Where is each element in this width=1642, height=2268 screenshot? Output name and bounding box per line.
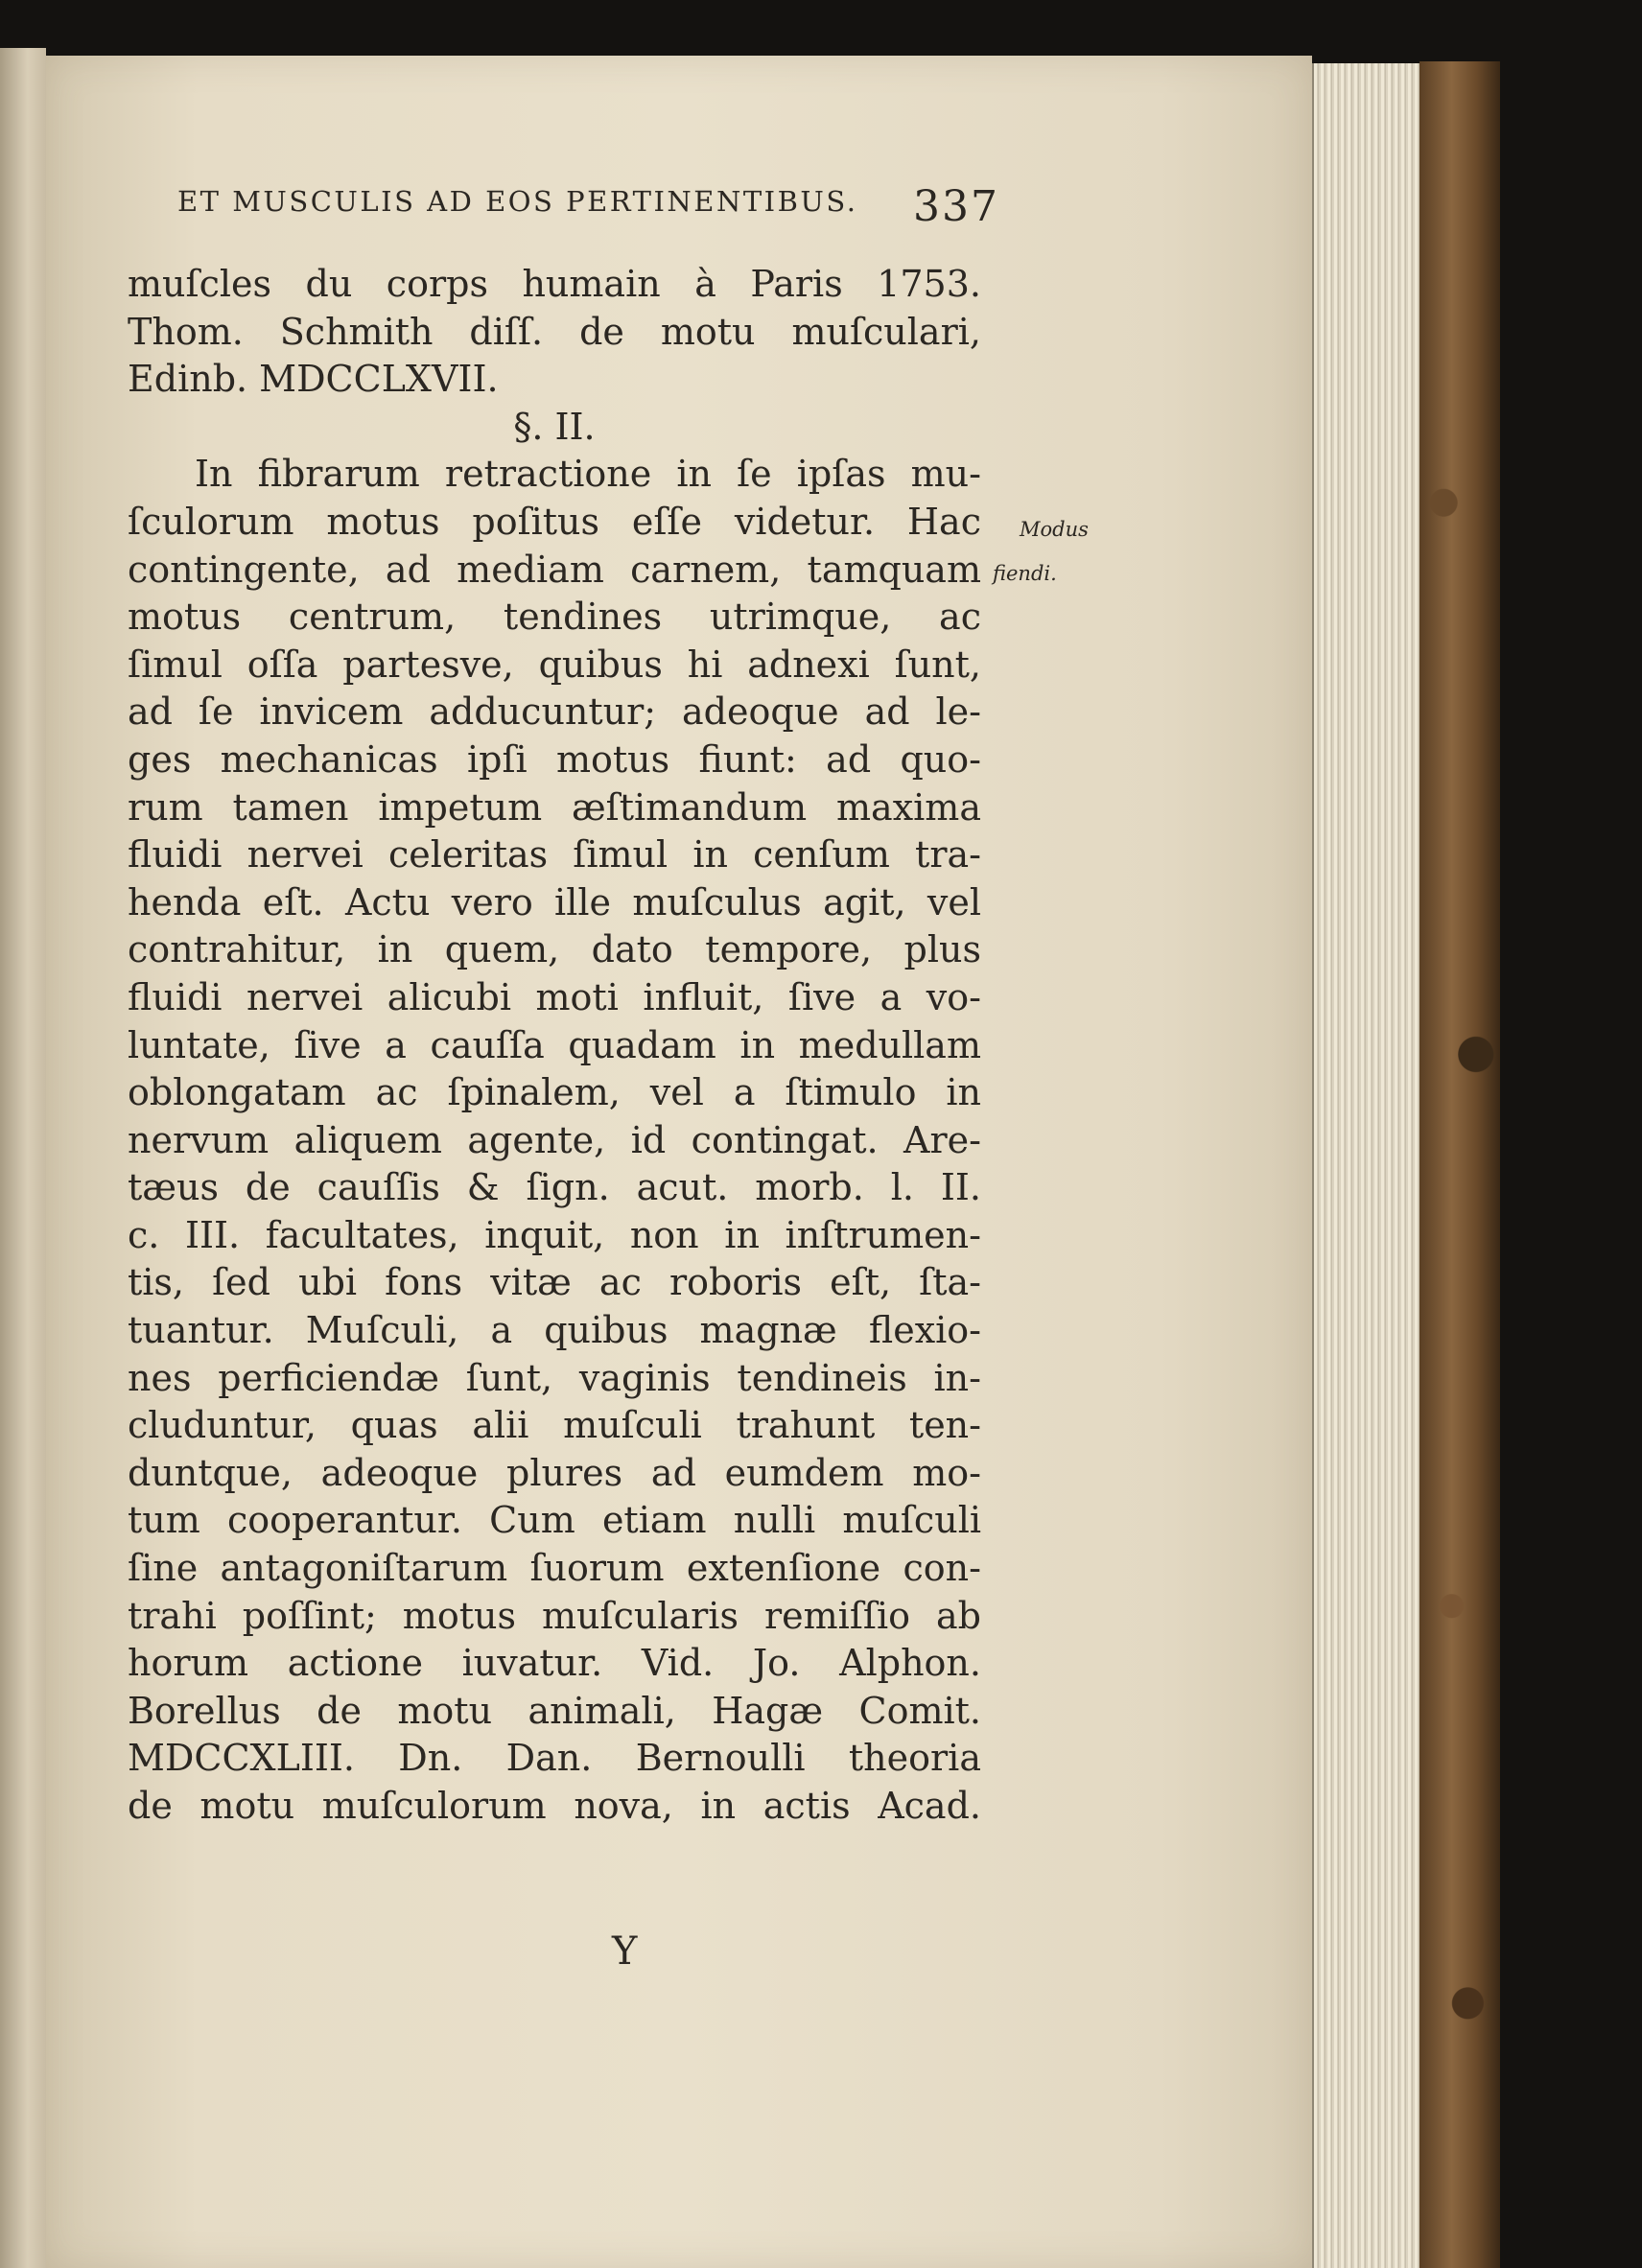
text-line: nervum aliquem agente, id contingat. Are-	[128, 1118, 981, 1161]
body-text	[128, 261, 981, 1831]
page-block-edges	[1312, 63, 1421, 2268]
running-title: ET MUSCULIS AD EOS PERTINENTIBUS.	[177, 185, 858, 218]
text-line: Thom. Schmith diſſ. de motu muſculari,	[128, 310, 981, 353]
text-line: ges mechanicas ipſi motus fiunt: ad quo-	[128, 737, 981, 781]
margin-note-modus: Modus	[1020, 518, 1089, 541]
text-line: tæus de cauſſis & ſign. acut. morb. l. II.	[128, 1166, 981, 1209]
text-line: cluduntur, quas alii muſculi trahunt ten-	[128, 1404, 981, 1447]
text-line: MDCCXLIII. Dn. Dan. Bernoulli theoria	[128, 1737, 981, 1780]
text-line: Borellus de motu animali, Hagæ Comit.	[128, 1689, 981, 1732]
text-line: rum tamen impetum æſtimandum maxima	[128, 785, 981, 829]
text-line: muſcles du corps humain à Paris 1753.	[128, 263, 981, 305]
text-line: tis, ſed ubi fons vitæ ac roboris eſt, ſta-	[128, 1261, 981, 1304]
text-line: tuantur. Muſculi, a quibus magnæ flexio-	[128, 1309, 981, 1352]
text-line: nes perficiendæ ſunt, vaginis tendineis in-	[128, 1356, 981, 1399]
text-line: trahi poſſint; motus muſcularis remiſſio ab	[128, 1594, 981, 1637]
text-line: horum actione iuvatur. Vid. Jo. Alphon.	[128, 1642, 981, 1685]
text-line: ſimul oſſa partesve, quibus hi adnexi ſunt,	[128, 643, 981, 686]
section-heading: §. II.	[513, 405, 596, 448]
text-line: ad ſe invicem adducuntur; adeoque ad le-	[128, 690, 981, 734]
text-line: henda eſt. Actu vero ille muſculus agit, vel	[128, 880, 981, 924]
text-line: fluidi nervei alicubi moti influit, ſive a vo-	[128, 975, 981, 1018]
text-line: tum cooperantur. Cum etiam nulli muſculi	[128, 1499, 981, 1542]
margin-note-fiendi: fiendi.	[993, 562, 1057, 585]
text-line: duntque, adeoque plures ad eumdem mo-	[128, 1451, 981, 1494]
text-line: contingente, ad mediam carnem, tamquam	[128, 548, 981, 591]
text-line: c. III. facultates, inquit, non in inſtrumen-	[128, 1213, 981, 1256]
text-line: In fibrarum retractione in ſe ipſas mu-	[195, 453, 981, 496]
marbled-cover	[1419, 61, 1500, 2268]
page-number: 337	[913, 182, 999, 231]
text-line: ſculorum motus poſitus eſſe videtur. Hac	[128, 500, 981, 543]
signature-mark: Y	[612, 1929, 638, 1974]
text-line: de motu muſculorum nova, in actis Acad.	[128, 1785, 981, 1827]
text-line: oblongatam ac ſpinalem, vel a ſtimulo in	[128, 1071, 981, 1114]
facing-page-edge	[0, 48, 46, 2268]
text-line: ſine antagoniſtarum ſuorum extenſione con-	[128, 1547, 981, 1590]
text-line: Edinb. MDCCLXVII.	[128, 358, 499, 401]
text-line: contrahitur, in quem, dato tempore, plus	[128, 928, 981, 971]
text-line: luntate, ſive a cauſſa quadam in medullam	[128, 1023, 981, 1066]
text-line: fluidi nervei celeritas ſimul in cenſum tra-	[128, 833, 981, 877]
text-line: motus centrum, tendines utrimque, ac	[128, 596, 981, 639]
